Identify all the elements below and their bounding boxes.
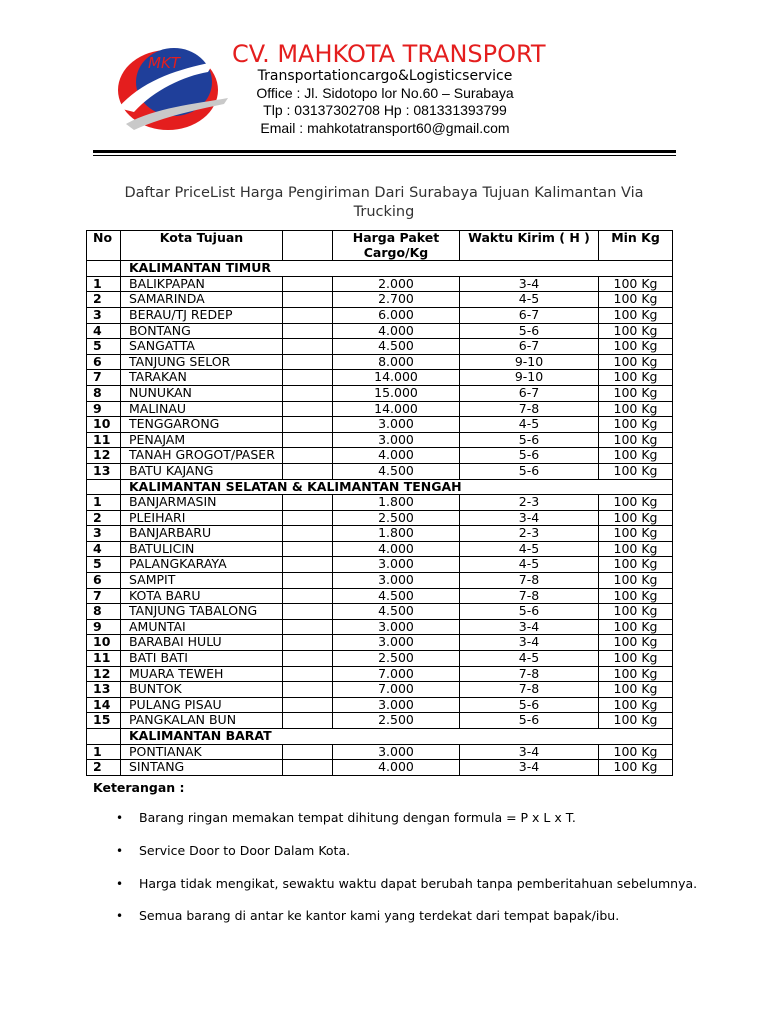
section-label: KALIMANTAN BARAT [121,729,673,745]
row-price: 14.000 [333,401,460,417]
bullet-icon: • [116,909,124,923]
row-time: 2-3 [460,495,599,511]
row-city: PLEIHARI [121,510,283,526]
row-no: 12 [87,666,121,682]
row-time: 3-4 [460,744,599,760]
row-time: 4-5 [460,541,599,557]
table-row [87,385,673,401]
row-blank [283,292,333,308]
row-city: AMUNTAI [121,619,283,635]
table-row [87,697,673,713]
section-row [87,479,673,495]
row-city: BONTANG [121,323,283,339]
row-blank [283,666,333,682]
table-row [87,666,673,682]
row-blank [283,557,333,573]
row-blank [283,276,333,292]
table-row [87,573,673,589]
row-blank [283,697,333,713]
row-no: 2 [87,760,121,776]
table-row [87,292,673,308]
table-row [87,744,673,760]
row-time: 3-4 [460,635,599,651]
row-min: 100 Kg [599,385,673,401]
row-min: 100 Kg [599,448,673,464]
table-row [87,307,673,323]
row-time: 4-5 [460,292,599,308]
row-min: 100 Kg [599,651,673,667]
row-no: 4 [87,323,121,339]
row-blank [283,495,333,511]
row-min: 100 Kg [599,541,673,557]
row-blank [283,417,333,433]
company-name: CV. MAHKOTA TRANSPORT [232,40,546,68]
table-row [87,682,673,698]
bullet-icon: • [116,877,124,891]
row-time: 6-7 [460,385,599,401]
row-city: BANJARBARU [121,526,283,542]
row-city: SAMARINDA [121,292,283,308]
row-city: SINTANG [121,760,283,776]
row-price: 4.000 [333,541,460,557]
row-min: 100 Kg [599,557,673,573]
row-min: 100 Kg [599,339,673,355]
row-city: PENAJAM [121,432,283,448]
row-blank [283,635,333,651]
row-time: 7-8 [460,588,599,604]
table-row [87,635,673,651]
section-row [87,729,673,745]
row-min: 100 Kg [599,463,673,479]
row-blank [283,526,333,542]
row-city: PALANGKARAYA [121,557,283,573]
table-row [87,401,673,417]
row-blank [283,541,333,557]
row-city: NUNUKAN [121,385,283,401]
row-price: 4.500 [333,463,460,479]
row-price: 7.000 [333,682,460,698]
table-row [87,713,673,729]
row-blank [283,510,333,526]
row-time: 5-6 [460,323,599,339]
row-price: 3.000 [333,697,460,713]
company-logo [104,38,232,134]
row-price: 3.000 [333,635,460,651]
section-label: KALIMANTAN SELATAN & KALIMANTAN TENGAH [121,479,673,495]
table-row [87,276,673,292]
row-no: 13 [87,463,121,479]
row-blank [283,354,333,370]
row-min: 100 Kg [599,307,673,323]
row-price: 4.500 [333,588,460,604]
table-row [87,541,673,557]
row-no: 5 [87,557,121,573]
row-time: 7-8 [460,682,599,698]
row-blank [283,448,333,464]
row-city: MUARA TEWEH [121,666,283,682]
row-time: 3-4 [460,276,599,292]
row-blank [283,651,333,667]
row-city: MALINAU [121,401,283,417]
row-time: 7-8 [460,401,599,417]
row-blank [283,370,333,386]
row-min: 100 Kg [599,635,673,651]
section-label: KALIMANTAN TIMUR [121,261,673,277]
bullet-icon: • [116,844,124,858]
row-no: 8 [87,604,121,620]
table-row [87,370,673,386]
table-row [87,619,673,635]
row-price: 3.000 [333,744,460,760]
row-blank [283,619,333,635]
row-blank [283,307,333,323]
company-tagline: Transportationcargo&Logisticservice [257,68,513,84]
row-blank [283,744,333,760]
row-no: 3 [87,526,121,542]
row-no: 9 [87,619,121,635]
row-time: 6-7 [460,339,599,355]
row-no: 4 [87,541,121,557]
row-time: 3-4 [460,619,599,635]
office-address: Office : Jl. Sidotopo lor No.60 – Surabaya [256,85,514,101]
row-price: 2.500 [333,651,460,667]
row-time: 2-3 [460,526,599,542]
header-min: Min Kg [599,231,673,261]
row-no: 1 [87,276,121,292]
row-blank [283,604,333,620]
header-no: No [87,231,121,261]
row-time: 4-5 [460,651,599,667]
row-min: 100 Kg [599,354,673,370]
row-price: 7.000 [333,666,460,682]
row-time: 4-5 [460,557,599,573]
row-no: 12 [87,448,121,464]
row-blank [283,401,333,417]
row-min: 100 Kg [599,432,673,448]
table-row [87,354,673,370]
row-city: PULANG PISAU [121,697,283,713]
row-price: 1.800 [333,495,460,511]
header-city: Kota Tujuan [121,231,283,261]
row-no: 11 [87,651,121,667]
row-no: 8 [87,385,121,401]
row-min: 100 Kg [599,573,673,589]
row-price: 2.000 [333,276,460,292]
row-price: 3.000 [333,417,460,433]
row-min: 100 Kg [599,760,673,776]
row-price: 14.000 [333,370,460,386]
row-min: 100 Kg [599,744,673,760]
row-min: 100 Kg [599,619,673,635]
row-time: 3-4 [460,510,599,526]
note-item: Harga tidak mengikat, sewaktu waktu dapat berubah tanpa pemberitahuan sebelumnya. [139,876,698,891]
table-row [87,417,673,433]
table-header-row [87,231,673,261]
row-min: 100 Kg [599,417,673,433]
row-blank [283,588,333,604]
row-no: 2 [87,510,121,526]
row-time: 5-6 [460,463,599,479]
row-city: TANAH GROGOT/PASER [121,448,283,464]
row-city: TARAKAN [121,370,283,386]
row-min: 100 Kg [599,526,673,542]
note-item: Semua barang di antar ke kantor kami yang terdekat dari tempat bapak/ibu. [139,908,620,923]
header-divider-thick [93,150,676,153]
row-city: BARABAI HULU [121,635,283,651]
row-city: SAMPIT [121,573,283,589]
row-blank [283,760,333,776]
row-city: KOTA BARU [121,588,283,604]
row-city: BALIKPAPAN [121,276,283,292]
row-price: 1.800 [333,526,460,542]
section-no-cell [87,479,121,495]
row-time: 7-8 [460,573,599,589]
row-min: 100 Kg [599,370,673,386]
row-price: 2.700 [333,292,460,308]
section-no-cell [87,261,121,277]
row-min: 100 Kg [599,697,673,713]
row-city: TENGGARONG [121,417,283,433]
row-price: 4.000 [333,448,460,464]
row-price: 3.000 [333,432,460,448]
row-city: TANJUNG TABALONG [121,604,283,620]
header-divider-thin [93,155,676,156]
table-row [87,495,673,511]
table-row [87,323,673,339]
row-no: 6 [87,573,121,589]
price-table [86,230,673,776]
note-item: Service Door to Door Dalam Kota. [139,843,351,858]
row-no: 5 [87,339,121,355]
table-row [87,651,673,667]
row-no: 14 [87,697,121,713]
table-row [87,432,673,448]
header-time: Waktu Kirim ( H ) [460,231,599,261]
row-min: 100 Kg [599,682,673,698]
row-city: PANGKALAN BUN [121,713,283,729]
row-min: 100 Kg [599,276,673,292]
row-time: 5-6 [460,432,599,448]
header-price: Harga Paket Cargo/Kg [333,231,460,261]
row-price: 3.000 [333,573,460,589]
row-city: BERAU/TJ REDEP [121,307,283,323]
phone-numbers: Tlp : 03137302708 Hp : 081331393799 [263,102,507,118]
row-price: 4.500 [333,604,460,620]
row-no: 10 [87,417,121,433]
row-city: BATU KAJANG [121,463,283,479]
row-no: 13 [87,682,121,698]
row-min: 100 Kg [599,713,673,729]
row-city: BUNTOK [121,682,283,698]
row-city: BATI BATI [121,651,283,667]
email-address: Email : mahkotatransport60@gmail.com [260,120,510,136]
note-item: Barang ringan memakan tempat dihitung dengan formula = P x L x T. [139,810,576,825]
row-time: 4-5 [460,417,599,433]
row-blank [283,385,333,401]
row-city: PONTIANAK [121,744,283,760]
row-min: 100 Kg [599,292,673,308]
table-row [87,510,673,526]
row-min: 100 Kg [599,588,673,604]
row-price: 4.000 [333,760,460,776]
row-time: 3-4 [460,760,599,776]
row-blank [283,682,333,698]
table-row [87,339,673,355]
row-city: BANJARMASIN [121,495,283,511]
row-min: 100 Kg [599,666,673,682]
row-no: 15 [87,713,121,729]
header-blank [283,231,333,261]
row-price: 2.500 [333,713,460,729]
row-blank [283,432,333,448]
row-blank [283,323,333,339]
row-city: BATULICIN [121,541,283,557]
row-blank [283,713,333,729]
row-no: 10 [87,635,121,651]
row-no: 3 [87,307,121,323]
section-row [87,261,673,277]
price-table-body [87,261,673,776]
row-no: 11 [87,432,121,448]
row-no: 9 [87,401,121,417]
notes-title: Keterangan : [93,780,185,795]
table-row [87,448,673,464]
row-time: 9-10 [460,354,599,370]
row-time: 5-6 [460,448,599,464]
row-no: 7 [87,370,121,386]
row-min: 100 Kg [599,604,673,620]
bullet-icon: • [116,811,124,825]
row-min: 100 Kg [599,401,673,417]
row-time: 5-6 [460,697,599,713]
table-row [87,526,673,542]
row-price: 2.500 [333,510,460,526]
section-no-cell [87,729,121,745]
document-title: Daftar PriceList Harga Pengiriman Dari Surabaya Tujuan Kalimantan Via Trucking [124,185,644,220]
table-row [87,557,673,573]
row-price: 8.000 [333,354,460,370]
row-time: 5-6 [460,713,599,729]
row-no: 2 [87,292,121,308]
table-row [87,604,673,620]
row-blank [283,463,333,479]
row-city: SANGATTA [121,339,283,355]
row-price: 4.500 [333,339,460,355]
table-row [87,760,673,776]
row-time: 7-8 [460,666,599,682]
row-blank [283,339,333,355]
row-blank [283,573,333,589]
logo-text: MKT [148,54,180,72]
row-time: 6-7 [460,307,599,323]
row-no: 7 [87,588,121,604]
row-no: 1 [87,744,121,760]
row-time: 9-10 [460,370,599,386]
row-price: 6.000 [333,307,460,323]
row-price: 4.000 [333,323,460,339]
row-price: 15.000 [333,385,460,401]
row-no: 1 [87,495,121,511]
row-min: 100 Kg [599,323,673,339]
row-time: 5-6 [460,604,599,620]
row-city: TANJUNG SELOR [121,354,283,370]
row-min: 100 Kg [599,510,673,526]
row-no: 6 [87,354,121,370]
table-row [87,588,673,604]
row-min: 100 Kg [599,495,673,511]
table-row [87,463,673,479]
row-price: 3.000 [333,557,460,573]
row-price: 3.000 [333,619,460,635]
